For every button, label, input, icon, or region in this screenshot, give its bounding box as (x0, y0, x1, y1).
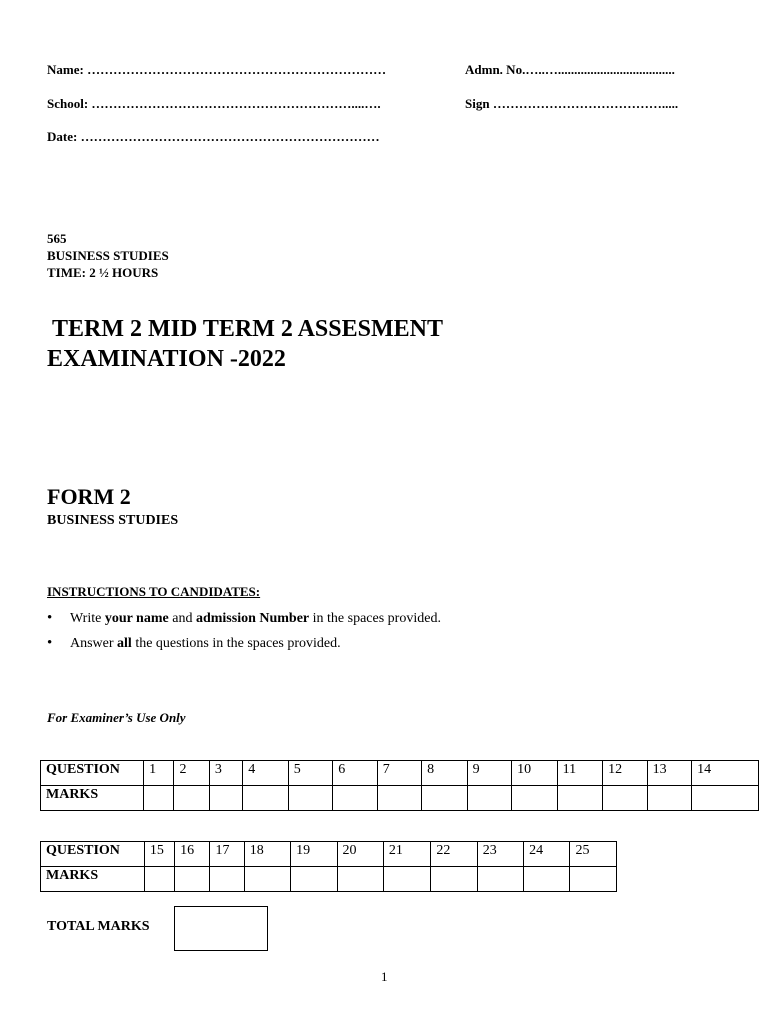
marks-cell[interactable] (144, 867, 174, 892)
total-marks-box[interactable] (174, 906, 268, 951)
marks-cell[interactable] (603, 786, 647, 811)
marks-cell[interactable] (175, 867, 210, 892)
question-cell: 6 (333, 761, 377, 786)
instruction-item: • Write your name and admission Number in the spaces provided. (47, 610, 647, 635)
question-cell: 25 (570, 842, 617, 867)
paper-code: 565 (47, 231, 67, 246)
marks-header: MARKS (41, 867, 145, 892)
table-row (41, 761, 759, 786)
question-cell: 8 (422, 761, 468, 786)
marks-cell[interactable] (647, 786, 691, 811)
marks-cell[interactable] (422, 786, 468, 811)
marks-header: MARKS (41, 786, 144, 811)
marks-cell[interactable] (692, 786, 759, 811)
marks-cell[interactable] (291, 867, 337, 892)
marks-cell[interactable] (557, 786, 603, 811)
question-cell: 3 (209, 761, 242, 786)
exam-title-line2: EXAMINATION -2022 (47, 346, 286, 372)
paper-subject: BUSINESS STUDIES (47, 248, 169, 263)
question-header: QUESTION (41, 842, 145, 867)
marks-cell[interactable] (210, 867, 244, 892)
exam-title-line1: TERM 2 MID TERM 2 ASSESMENT (52, 316, 443, 342)
instructions-heading: INSTRUCTIONS TO CANDIDATES: (47, 584, 261, 599)
date-field[interactable]: Date: …………………………………………………………… (47, 129, 380, 144)
question-cell: 13 (647, 761, 691, 786)
marks-cell[interactable] (383, 867, 430, 892)
table-row (41, 842, 617, 867)
question-cell: 20 (337, 842, 383, 867)
marks-cell[interactable] (174, 786, 209, 811)
question-cell: 22 (431, 842, 477, 867)
marks-cell[interactable] (243, 786, 289, 811)
question-cell: 21 (383, 842, 430, 867)
question-cell: 1 (144, 761, 174, 786)
marks-cell[interactable] (477, 867, 523, 892)
question-cell: 9 (467, 761, 511, 786)
marks-cell[interactable] (524, 867, 570, 892)
question-cell: 18 (244, 842, 290, 867)
sign-field[interactable]: Sign …………………………………..... (465, 96, 679, 111)
question-cell: 10 (512, 761, 558, 786)
question-cell: 2 (174, 761, 209, 786)
name-field[interactable]: Name: …………………………………………………………… (47, 62, 387, 77)
question-cell: 12 (603, 761, 647, 786)
exam-title (47, 314, 443, 374)
form-level: FORM 2 (47, 484, 131, 509)
question-cell: 11 (557, 761, 603, 786)
school-field[interactable]: School: ……………………………………………………....…. (47, 96, 381, 111)
paper-time: TIME: 2 ½ HOURS (47, 265, 159, 280)
instructions-list (47, 610, 647, 660)
form-subject: BUSINESS STUDIES (47, 513, 179, 528)
page-number: 1 (381, 969, 388, 984)
question-cell: 14 (692, 761, 759, 786)
marks-cell[interactable] (467, 786, 511, 811)
question-cell: 23 (477, 842, 523, 867)
question-cell: 19 (291, 842, 337, 867)
question-cell: 17 (210, 842, 244, 867)
marks-cell[interactable] (209, 786, 242, 811)
question-cell: 4 (243, 761, 289, 786)
question-cell: 5 (288, 761, 332, 786)
table-row (41, 867, 617, 892)
marks-cell[interactable] (144, 786, 174, 811)
marks-table-2 (40, 841, 617, 892)
question-cell: 24 (524, 842, 570, 867)
total-marks-label: TOTAL MARKS (47, 919, 150, 934)
marks-cell[interactable] (337, 867, 383, 892)
examiner-use-label: For Examiner’s Use Only (47, 710, 186, 725)
question-cell: 16 (175, 842, 210, 867)
question-cell: 7 (377, 761, 421, 786)
marks-cell[interactable] (288, 786, 332, 811)
marks-cell[interactable] (512, 786, 558, 811)
marks-cell[interactable] (377, 786, 421, 811)
admission-number-field[interactable]: Admn. No.…..….................................... (465, 62, 675, 77)
instruction-item: • Answer all the questions in the spaces provided. (47, 635, 647, 660)
marks-table-1 (40, 760, 759, 811)
question-cell: 15 (144, 842, 174, 867)
marks-cell[interactable] (244, 867, 290, 892)
paper-info (47, 230, 169, 281)
marks-cell[interactable] (431, 867, 477, 892)
table-row (41, 786, 759, 811)
question-header: QUESTION (41, 761, 144, 786)
marks-cell[interactable] (570, 867, 617, 892)
marks-cell[interactable] (333, 786, 377, 811)
